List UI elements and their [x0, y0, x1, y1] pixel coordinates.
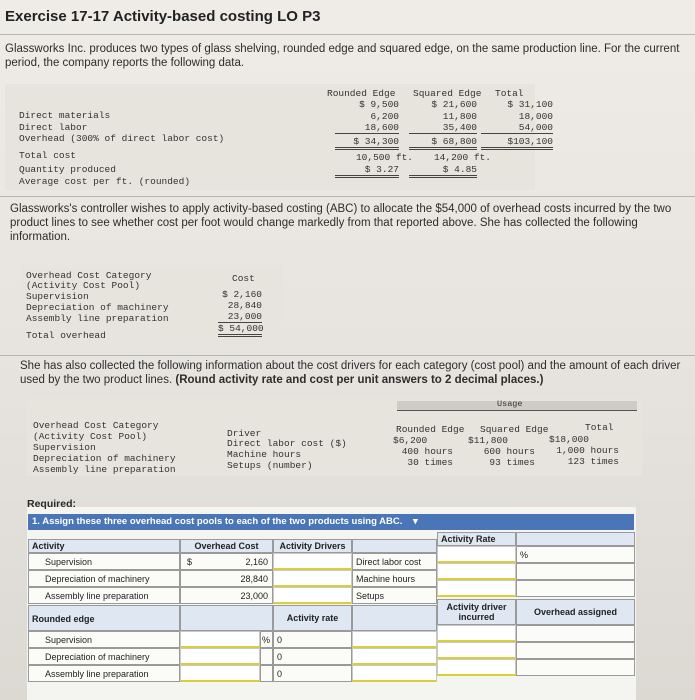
- activity-label: Supervision: [28, 553, 180, 570]
- header-spacer: [516, 532, 635, 546]
- col-header: (Activity Cost Pool): [33, 431, 148, 442]
- col-header: (Activity Cost Pool): [26, 280, 141, 291]
- cost-driver-table: [27, 398, 642, 476]
- row-label: Overhead (300% of direct labor cost): [19, 133, 225, 144]
- activity-input[interactable]: [180, 648, 260, 665]
- cell: 10,500 ft.: [355, 152, 413, 163]
- driver-incurred-input[interactable]: [437, 642, 516, 659]
- col-header-overhead-cost: Overhead Cost: [180, 539, 273, 553]
- driver-input[interactable]: [352, 631, 437, 648]
- activity-input[interactable]: [180, 631, 260, 648]
- section-divider: [0, 196, 695, 197]
- cell: 11,800: [442, 111, 477, 122]
- cell: 18,600: [335, 122, 399, 134]
- answer-grid: [27, 498, 636, 700]
- driver-cell: Setups (number): [227, 460, 313, 471]
- chevron-down-icon[interactable]: ▾: [413, 516, 418, 527]
- col-header: Overhead Cost Category: [33, 420, 159, 431]
- cell: 18,000: [518, 111, 553, 122]
- cell: $ 21,600: [431, 99, 477, 110]
- col-header: Overhead Cost Category: [26, 270, 152, 281]
- cell: 28,840: [227, 300, 262, 311]
- overhead-assigned-cell: [516, 625, 635, 642]
- driver-paragraph: [20, 359, 685, 387]
- cell: $18,000: [549, 434, 589, 445]
- cell: 6,200: [370, 111, 399, 122]
- driver-label: Direct labor cost: [352, 553, 437, 570]
- col-header-squared: Squared Edge: [480, 424, 549, 435]
- empty-cell: [516, 563, 635, 580]
- header-spacer: [352, 539, 437, 553]
- col-header-rounded: Rounded Edge: [327, 88, 396, 99]
- driver-label: Setups: [352, 587, 437, 604]
- task-label: 1. Assign these three overhead cost pools to each of the two products using ABC.: [32, 516, 403, 527]
- col-header-total: Total: [495, 88, 524, 99]
- computed-value: 0: [273, 648, 352, 665]
- row-label: Quantity produced: [19, 164, 116, 175]
- activity-label: Assembly line preparation: [28, 587, 180, 604]
- cell: 93 times: [489, 457, 535, 468]
- overhead-assigned-cell: [516, 659, 635, 676]
- activity-label: Supervision: [28, 631, 180, 648]
- row-label: Depreciation of machinery: [33, 453, 176, 464]
- driver-paragraph-text: She has also collected the following information about the cost drivers for each category (cost pool) and the amount of each driver used by the two product lines.: [20, 360, 681, 386]
- empty-cell: [516, 580, 635, 597]
- driver-input[interactable]: [352, 665, 437, 682]
- usage-label: Usage: [497, 399, 523, 409]
- percent-sign: %: [516, 546, 635, 563]
- driver-incurred-input[interactable]: [437, 625, 516, 642]
- required-heading: Required:: [27, 498, 77, 510]
- activity-label: Assembly line preparation: [28, 665, 180, 682]
- title-divider: [0, 34, 695, 35]
- col-header-activity-drivers: Activity Drivers: [273, 539, 352, 553]
- col-header-squared: Squared Edge: [413, 88, 482, 99]
- overhead-cost-value: 23,000: [180, 587, 273, 604]
- activity-driver-input[interactable]: [273, 570, 352, 587]
- row-label: Average cost per ft. (rounded): [19, 176, 191, 187]
- currency-symbol: $: [187, 557, 193, 567]
- driver-input[interactable]: [352, 648, 437, 665]
- row-label: Total overhead: [26, 330, 106, 341]
- col-header-driver-incurred: Activity driver incurred: [437, 599, 516, 625]
- rounding-instruction: (Round activity rate and cost per unit answers to 2 decimal places.): [175, 374, 544, 386]
- row-label: Total cost: [19, 150, 77, 161]
- row-label: Depreciation of machinery: [26, 302, 169, 313]
- rounded-edge-header: Rounded edge: [28, 605, 180, 631]
- cell: $ 34,300: [335, 136, 399, 150]
- col-header-overhead-assigned: Overhead assigned: [516, 599, 635, 625]
- col-header-driver: Driver: [227, 428, 262, 439]
- computed-value: 0: [273, 631, 352, 648]
- task-bar: [28, 514, 634, 530]
- cell: 35,400: [409, 122, 477, 134]
- activity-rate-input[interactable]: [437, 580, 516, 597]
- activity-label: Depreciation of machinery: [28, 648, 180, 665]
- header-spacer: [180, 605, 273, 631]
- cell: 123 times: [567, 456, 619, 467]
- driver-label: Machine hours: [352, 570, 437, 587]
- cell: $11,800: [468, 435, 508, 446]
- col-header-cost: Cost: [232, 273, 255, 284]
- cell: 1,000 hours: [556, 445, 619, 456]
- section-divider: [0, 355, 695, 356]
- col-header-activity-rate: Activity Rate: [437, 532, 516, 546]
- activity-rate-input[interactable]: [437, 563, 516, 580]
- row-label: Supervision: [33, 442, 96, 453]
- percent-sign: [260, 665, 273, 682]
- cell: 54,000: [481, 122, 553, 134]
- row-label: Supervision: [26, 291, 89, 302]
- col-header-total: Total: [585, 422, 614, 433]
- activity-input[interactable]: [180, 665, 260, 682]
- overhead-cost-value: 28,840: [180, 570, 273, 587]
- percent-sign: %: [260, 631, 273, 648]
- cost-data-table: [5, 84, 553, 190]
- row-label: Assembly line preparation: [26, 313, 169, 324]
- row-label: Direct labor: [19, 122, 88, 133]
- cell: $ 4.85: [409, 164, 477, 178]
- cell: 400 hours: [401, 446, 453, 457]
- overhead-assigned-cell: [516, 642, 635, 659]
- page-title: Exercise 17-17 Activity-based costing LO P3: [5, 8, 321, 25]
- abc-paragraph: Glassworks's controller wishes to apply activity-based costing (ABC) to allocate the $54,000 of overhead costs incurred by the two product lines to see whether cost per foot would change markedly from that reported above. She has collected the following information.: [10, 203, 672, 243]
- intro-paragraph: Glassworks Inc. produces two types of glass shelving, rounded edge and squared edge, on the same production line. For the current period, the company reports the following data.: [5, 43, 680, 69]
- driver-cell: Direct labor cost ($): [227, 438, 347, 449]
- activity-label: Depreciation of machinery: [28, 570, 180, 587]
- cell: 14,200 ft.: [433, 152, 491, 163]
- computed-value: 0: [273, 665, 352, 682]
- cost-pool-table: [22, 267, 282, 345]
- row-label: Direct materials: [19, 110, 111, 121]
- cell: 30 times: [407, 457, 453, 468]
- col-header-activity: Activity: [28, 539, 180, 553]
- overhead-cost-cell: [180, 553, 273, 570]
- cell: $ 9,500: [359, 99, 399, 110]
- cell: $ 54,000: [218, 323, 262, 337]
- cell: $103,100: [481, 136, 553, 150]
- cell: 600 hours: [483, 446, 535, 457]
- driver-incurred-input[interactable]: [437, 659, 516, 676]
- percent-sign: [260, 648, 273, 665]
- cell: $ 3.27: [335, 164, 399, 178]
- cell: $6,200: [393, 435, 428, 446]
- header-spacer: [352, 605, 437, 631]
- cell: $ 2,160: [222, 289, 262, 300]
- col-header-rounded: Rounded Edge: [396, 424, 465, 435]
- activity-rate-input[interactable]: [437, 546, 516, 563]
- overhead-cost-value: 2,160: [245, 557, 268, 567]
- cell: 23,000: [218, 311, 262, 323]
- cell: $ 31,100: [507, 99, 553, 110]
- activity-driver-input[interactable]: [273, 587, 352, 604]
- driver-cell: Machine hours: [227, 449, 302, 460]
- cell: $ 68,800: [409, 136, 477, 150]
- col-header-activity-rate-2: Activity rate: [273, 605, 352, 631]
- activity-driver-input[interactable]: [273, 553, 352, 570]
- row-label: Assembly line preparation: [33, 464, 176, 475]
